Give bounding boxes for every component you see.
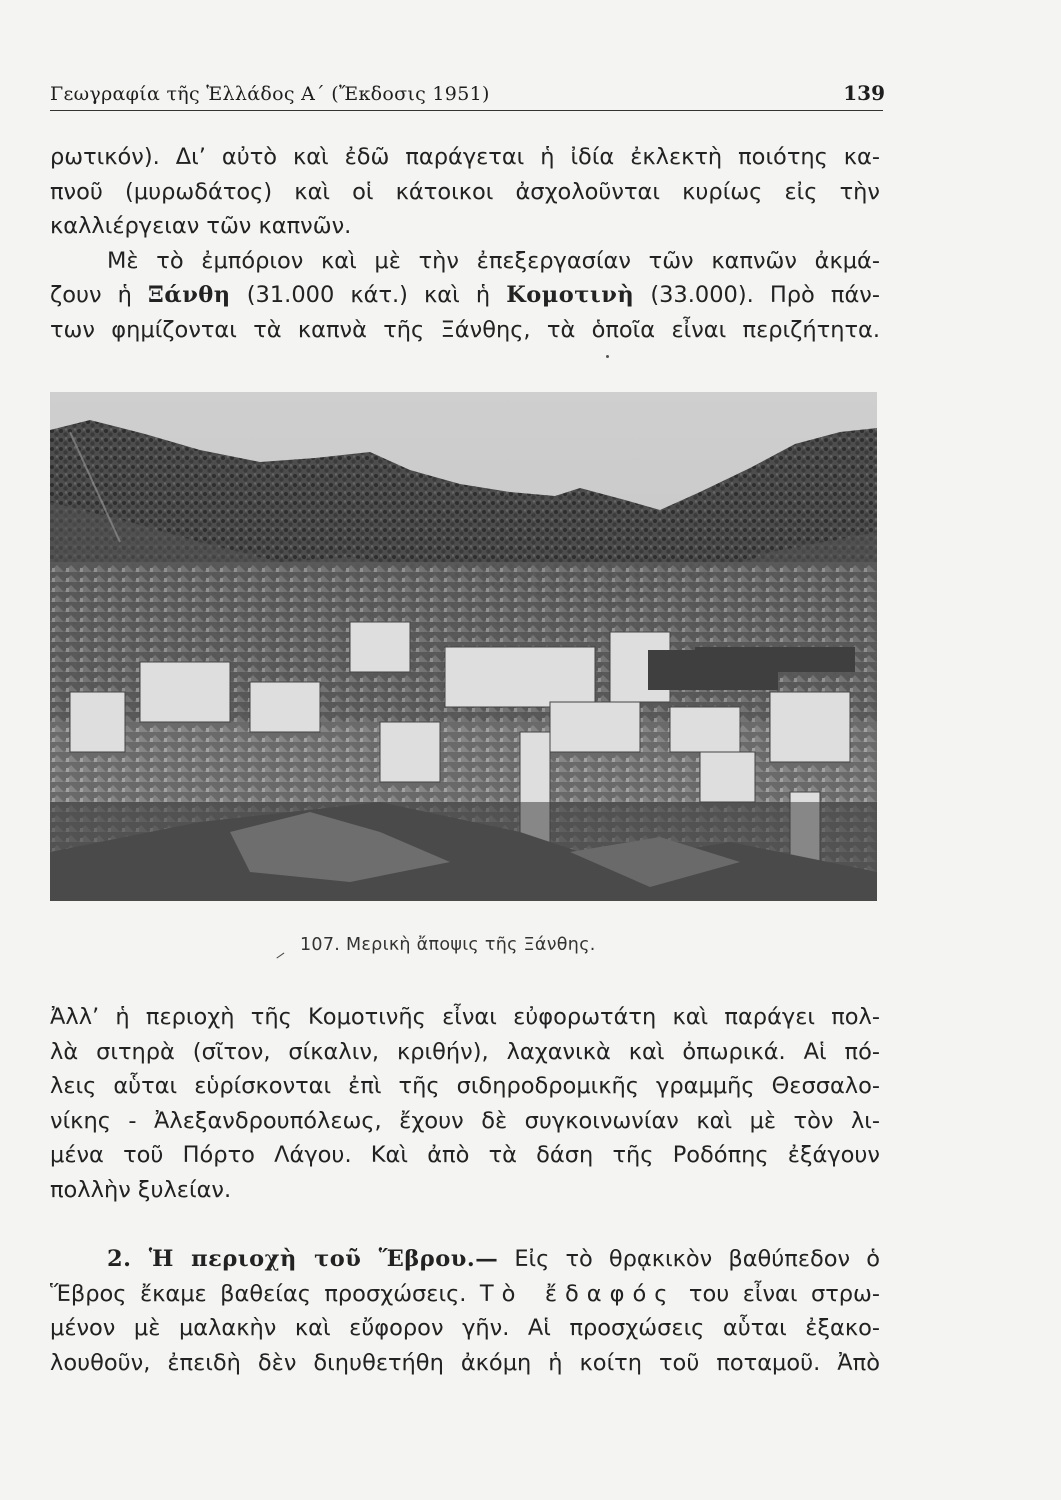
paragraph-tobacco-quality [50,140,880,244]
text-line: λεις αὗται εὑρίσκονται ἐπὶ τῆς σιδηροδρομικῆς γραμμῆς Θεσσαλο- [50,1073,880,1099]
text-line [50,278,880,313]
text-run: (33.000). Πρὸ πάν- [634,282,880,308]
text-line: ρωτικόν). Δι’ αὐτὸ καὶ ἐδῶ παράγεται ἡ ἰδία ἐκλεκτὴ ποιότης κα- [50,144,880,170]
text-line: πνοῦ (μυρωδάτος) καὶ οἱ κάτοικοι ἀσχολοῦνται κυρίως εἰς τὴν [50,178,880,205]
running-header [50,74,883,111]
place-name-komotini: Κομοτινὴ [506,282,635,308]
section-evros-region [50,1242,880,1380]
margin-mark [276,953,284,959]
photo-xanthi-view [50,392,877,901]
text-run: (31.000 κάτ.) καὶ ἡ [230,282,507,308]
text-line: καλλιέργειαν τῶν καπνῶν. [50,213,352,239]
text-line: μένα τοῦ Πόρτο Λάγου. Καὶ ἀπὸ τὰ δάση τῆς Ροδόπης ἐξάγουν [50,1142,880,1168]
text-run: Εἰς τὸ θρᾳκικὸν βαθύπεδον ὁ [498,1246,880,1272]
text-line: μένον μὲ μαλακὴν καὶ εὔφορον γῆν. Αἱ προσχώσεις αὗται ἐξακο- [50,1315,880,1341]
text-line: Μὲ τὸ ἐμπόριον καὶ μὲ τὴν ἐπεξεργασίαν τῶν καπνῶν ἀκμά- [107,247,880,274]
text-run: Ἕβρος ἔκαμε βαθείας προσχώσεις. [50,1280,480,1307]
town-photograph [50,392,877,901]
text-line: πολλὴν ξυλείαν. [50,1176,232,1203]
text-line [50,1277,880,1312]
place-name-xanthi: Ξάνθη [148,282,231,308]
page-number: 139 [843,81,885,105]
text-line: λὰ σιτηρὰ (σῖτον, σίκαλιν, κριθήν), λαχανικὰ καὶ ὀπωρικά. Αἱ πό- [50,1038,880,1065]
paragraph-xanthi-komotini [50,244,880,348]
text-line: των φημίζονται τὰ καπνὰ τῆς Ξάνθης, τὰ ὁποῖα εἶναι περιζήτητα. [50,316,880,343]
text-line: νίκης - Ἀλεξανδρουπόλεως, ἔχουν δὲ συγκοινωνίαν καὶ μὲ τὸν λι- [50,1107,880,1134]
section-heading: 2. Ἡ περιοχὴ τοῦ Ἕβρου.— [107,1246,499,1272]
print-speck [606,355,609,358]
emphasis-spaced: Τὸ ἔδαφός [479,1280,676,1307]
paragraph-komotini-region [50,1000,880,1207]
text-run: του εἶναι στρω- [675,1280,880,1307]
text-run: ζουν ἡ [50,282,149,308]
text-line [50,1242,880,1277]
running-title: Γεωγραφία τῆς Ἑλλάδος Α΄ (Ἔκδοσις 1951) [50,83,490,105]
figure-caption: 107. Μερικὴ ἄποψις τῆς Ξάνθης. [300,935,596,955]
text-line: Ἀλλ’ ἡ περιοχὴ τῆς Κομοτινῆς εἶναι εὐφορωτάτη καὶ παράγει πολ- [50,1004,880,1030]
text-line: λουθοῦν, ἐπειδὴ δὲν διηυθετήθη ἀκόμη ἡ κοίτη τοῦ ποταμοῦ. Ἀπὸ [50,1349,880,1376]
